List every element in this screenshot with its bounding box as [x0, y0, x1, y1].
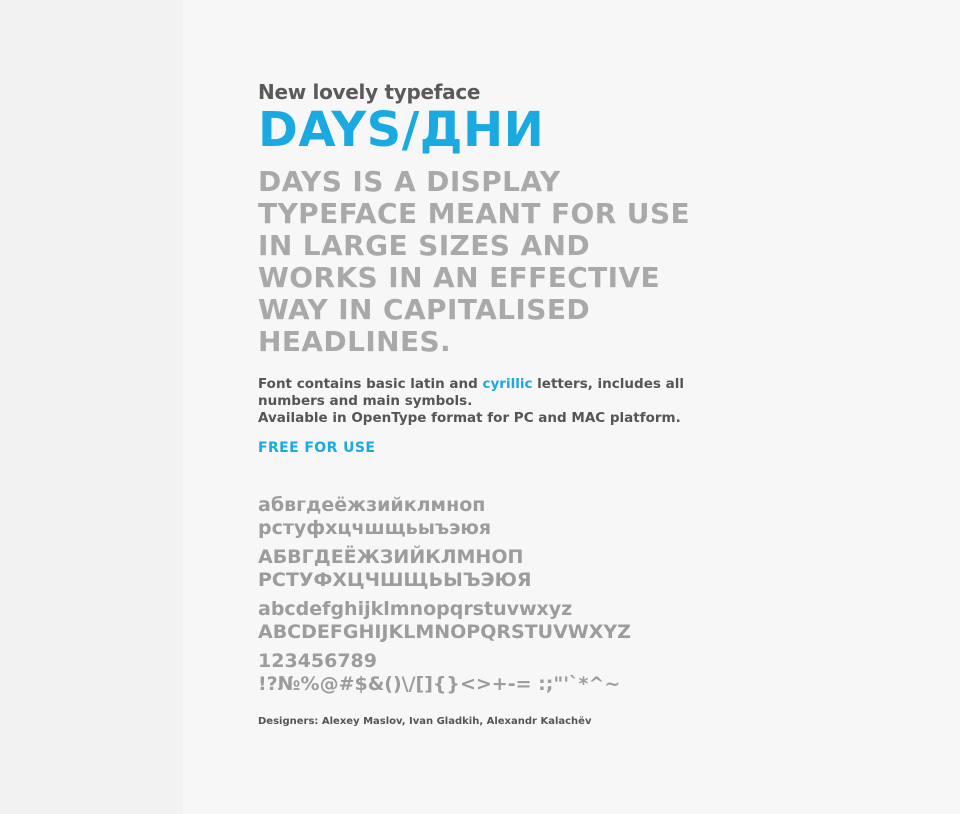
eyebrow-text: New lovely typeface — [258, 80, 481, 104]
cyrillic-highlight: cyrillic — [482, 376, 533, 392]
glyph-line: 123456789 — [258, 650, 377, 672]
description-text: letters, includes all — [532, 376, 684, 392]
description-line-1 — [258, 376, 938, 393]
glyph-line: ABCDEFGHIJKLMNOPQRSTUVWXYZ — [258, 621, 631, 643]
typeface-title: DAYS/ДНИ — [258, 102, 545, 158]
poster-content — [258, 80, 938, 727]
glyph-line: abcdefghijklmnopqrstuvwxyz — [258, 598, 573, 620]
glyph-line: !?№%@#$&()\/[]{}<>+-= :;"'`*^~ — [258, 673, 621, 695]
font-description — [258, 376, 938, 427]
glyph-line: рстуфхцчшщьыъэюя — [258, 517, 492, 539]
glyph-line: РСТУФХЦЧШЩЬЫЪЭЮЯ — [258, 569, 532, 591]
glyph-specimen — [258, 494, 938, 696]
description-line-3: Available in OpenType format for PC and MAC platform. — [258, 410, 681, 426]
designer-credits: Designers: Alexey Maslov, Ivan Gladkih, Alexandr Kalachёv — [258, 716, 592, 727]
description-text: Font contains basic latin and — [258, 376, 483, 392]
latin-block — [258, 598, 938, 644]
numbers-symbols-block — [258, 650, 938, 696]
lead-statement: DAYS IS A DISPLAY TYPEFACE MEANT FOR USE IN LARGE SIZES AND WORKS IN AN EFFECTIVE WAY IN CAPITALISED HEADLINES. — [258, 165, 691, 358]
description-line-2: numbers and main symbols. — [258, 393, 473, 409]
free-for-use-label: FREE FOR USE — [258, 440, 376, 456]
cyrillic-uppercase-block — [258, 546, 938, 592]
glyph-line: абвгдеёжзийклмноп — [258, 494, 486, 516]
cyrillic-lowercase-block — [258, 494, 938, 540]
glyph-line: АБВГДЕЁЖЗИЙКЛМНОП — [258, 546, 524, 568]
